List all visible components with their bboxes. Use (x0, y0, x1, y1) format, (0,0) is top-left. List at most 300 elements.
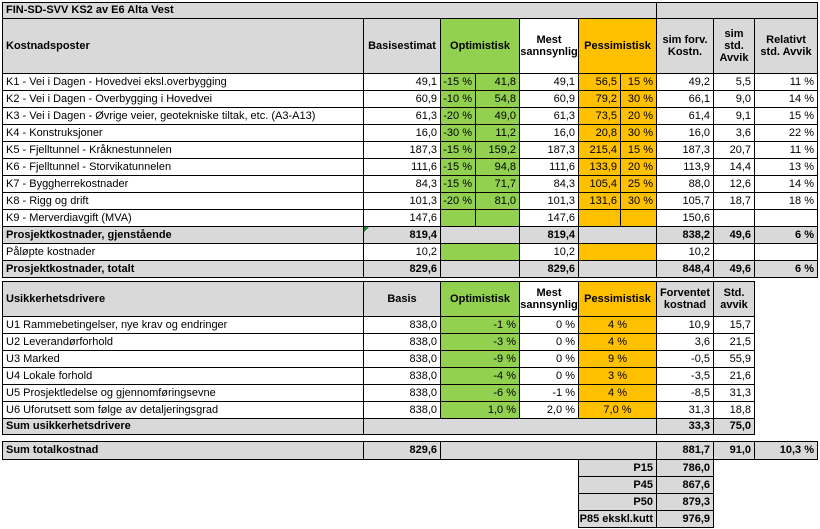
cost-row-rel (754, 209, 818, 227)
percentile-value (656, 459, 714, 477)
cost-row-label-text: K7 - Byggherrekostnader (6, 177, 129, 190)
cost-row-opt (475, 90, 520, 108)
cost-row-rel-text: 13 % (788, 160, 814, 173)
cost-row-opt-pct-text: -20 % (443, 109, 472, 122)
cost-row-base-text: 60,9 (415, 92, 437, 105)
cost-row-ml-text: 147,6 (547, 211, 575, 224)
cost-row-pess (578, 107, 621, 125)
header-relative-std-text: Relativt std. Avvik (760, 33, 812, 58)
header-expected-cost (656, 281, 714, 317)
header-unc-most-likely-text: Mest sannsynlig (520, 286, 578, 311)
cost-row-opt (475, 209, 520, 227)
cost-row-sim (656, 73, 714, 91)
cost-row-opt-pct (440, 192, 476, 210)
cost-row-base (363, 90, 441, 108)
header-pessimistic-text: Pessimistisk (584, 39, 651, 52)
cost-row-opt (475, 107, 520, 125)
cost-row-ml (519, 175, 579, 193)
percentile-value-text: 976,9 (682, 512, 710, 525)
cost-row-std (713, 90, 755, 108)
cost-row-opt-text: 94,8 (494, 160, 516, 173)
unc-row-pess-text: 7,0 % (603, 403, 632, 416)
header-unc-optimistic (440, 281, 520, 317)
unc-row-std-text: 55,9 (729, 352, 751, 365)
cost-row-base (363, 141, 441, 159)
cost-row-opt-pct (440, 209, 476, 227)
cost-row-pess-pct-text: 20 % (627, 109, 653, 122)
cost-row-sim (656, 192, 714, 210)
unc-row-opt (440, 401, 520, 419)
cost-row-pess-text: 215,4 (589, 143, 617, 156)
cell-comment-marker (364, 227, 369, 232)
grand-total-rel (754, 441, 818, 460)
header-sim-expected-text: sim forv. Kostn. (662, 33, 708, 58)
unc-row-base (363, 367, 441, 385)
cost-row-sim (656, 90, 714, 108)
cost-row-sim-text: 187,3 (682, 143, 710, 156)
cost-row-opt-pct-text: -15 % (443, 177, 472, 190)
cost-row-pess (578, 175, 621, 193)
cost-row-pess-pct (620, 158, 657, 176)
cost-row-opt (475, 192, 520, 210)
unc-row-exp-text: 31,3 (688, 403, 710, 416)
cost-row-sim-text: 150,6 (682, 211, 710, 224)
cost-row-rel-text: 22 % (788, 126, 814, 139)
cost-row-base-text: 84,3 (415, 177, 437, 190)
cost-row-pess-pct (620, 124, 657, 142)
cost-row-pess-pct-text: 30 % (627, 194, 653, 207)
unc-row-ml (519, 333, 579, 351)
remaining-std (713, 226, 755, 244)
cost-row-pess-pct (620, 141, 657, 159)
cost-row-ml-text: 84,3 (553, 177, 575, 190)
cost-row-opt (475, 73, 520, 91)
cost-row-base (363, 124, 441, 142)
header-most-likely-text: Mest sannsynlig (520, 33, 578, 58)
unc-row-opt (440, 333, 520, 351)
cost-row-pess (578, 192, 621, 210)
unc-row-ml-text: 2,0 % (546, 403, 575, 416)
remaining-sim-text: 838,2 (682, 228, 710, 241)
cost-row-ml-text: 111,6 (549, 160, 575, 173)
unc-row-label-text: U1 Rammebetingelser, nye krav og endringer (6, 318, 228, 331)
cost-row-std (713, 107, 755, 125)
cost-row-base (363, 209, 441, 227)
unc-row-base-text: 838,0 (409, 318, 437, 331)
unc-row-exp (656, 333, 714, 351)
cost-row-ml (519, 124, 579, 142)
unc-sum-exp (656, 418, 714, 435)
remaining-label (2, 226, 364, 244)
unc-row-std-text: 31,3 (729, 386, 751, 399)
cost-row-pess-pct-text: 15 % (627, 143, 653, 156)
grand-total-base (363, 441, 441, 460)
cost-row-opt-pct (440, 73, 476, 91)
unc-row-pess (578, 401, 657, 419)
total-std (713, 260, 755, 278)
cost-row-base-text: 101,3 (409, 194, 437, 207)
header-base-estimate (363, 18, 441, 74)
unc-row-pess-text: 4 % (608, 318, 627, 331)
percentile-value-text: 879,3 (682, 495, 710, 508)
cost-row-base (363, 107, 441, 125)
cost-row-label-text: K6 - Fjelltunnel - Storvikatunnelen (6, 160, 172, 173)
percentile-value (656, 493, 714, 511)
percentile-value-text: 786,0 (682, 461, 710, 474)
unc-row-label (2, 350, 364, 368)
unc-sum-label-text: Sum usikkerhetsdrivere (6, 420, 131, 433)
cost-row-sim-text: 61,4 (688, 109, 710, 122)
cost-row-ml (519, 209, 579, 227)
accrued-label-text: Påløpte kostnader (6, 245, 96, 258)
unc-row-ml-text: 0 % (556, 318, 575, 331)
cost-row-std-text: 18,7 (729, 194, 751, 207)
cost-row-pess-text: 56,5 (595, 75, 617, 88)
total-base (363, 260, 441, 278)
unc-row-std (713, 384, 755, 402)
cost-row-pess-text: 105,4 (589, 177, 617, 190)
unc-row-base (363, 333, 441, 351)
grand-total-exp (656, 441, 714, 460)
unc-row-exp-text: -8,5 (691, 386, 710, 399)
unc-row-std-text: 21,5 (729, 335, 751, 348)
cost-row-label (2, 158, 364, 176)
remaining-rel-text: 6 % (795, 228, 814, 241)
accrued-sim (656, 243, 714, 261)
unc-row-pess (578, 333, 657, 351)
header-sim-std-text: sim std. Avvik (719, 27, 749, 65)
cost-row-opt-text: 11,2 (495, 126, 516, 139)
cost-row-base (363, 192, 441, 210)
cost-row-pess (578, 141, 621, 159)
grand-total-blank (440, 441, 657, 460)
total-base-text: 829,6 (409, 262, 437, 275)
unc-row-label-text: U4 Lokale forhold (6, 369, 93, 382)
cost-row-ml (519, 192, 579, 210)
cost-row-opt-pct (440, 90, 476, 108)
unc-row-std (713, 333, 755, 351)
unc-row-exp (656, 367, 714, 385)
total-ml (519, 260, 579, 278)
cost-row-base-text: 187,3 (409, 143, 437, 156)
cost-row-rel (754, 90, 818, 108)
cost-row-rel-text: 15 % (788, 109, 814, 122)
cost-row-sim (656, 107, 714, 125)
grand-total-std-text: 91,0 (729, 444, 751, 457)
header-basis-text: Basis (387, 292, 417, 305)
unc-row-ml-text: 0 % (556, 352, 575, 365)
cost-row-std-text: 14,4 (729, 160, 751, 173)
unc-row-pess (578, 350, 657, 368)
unc-row-base-text: 838,0 (409, 335, 437, 348)
cost-row-ml-text: 187,3 (547, 143, 575, 156)
cost-row-ml-text: 60,9 (553, 92, 575, 105)
accrued-ml-text: 10,2 (553, 245, 575, 258)
cost-row-std (713, 158, 755, 176)
percentile-label (578, 476, 657, 494)
cost-row-pess-pct (620, 73, 657, 91)
total-label (2, 260, 364, 278)
cost-row-ml (519, 158, 579, 176)
total-rel-text: 6 % (795, 262, 814, 275)
cost-row-label-text: K2 - Vei i Dagen - Overbygging i Hovedvei (6, 92, 213, 105)
cost-row-pess-pct-text: 20 % (627, 160, 653, 173)
unc-row-exp-text: -0,5 (691, 352, 710, 365)
cost-row-sim-text: 88,0 (688, 177, 710, 190)
cost-row-pess (578, 90, 621, 108)
unc-row-label (2, 401, 364, 419)
cost-row-label-text: K4 - Konstruksjoner (6, 126, 103, 139)
unc-sum-exp-text: 33,3 (688, 420, 710, 433)
cost-row-opt-pct (440, 107, 476, 125)
unc-row-exp (656, 384, 714, 402)
percentile-label-text: P50 (633, 495, 653, 508)
cost-row-base (363, 175, 441, 193)
cost-row-rel (754, 175, 818, 193)
unc-row-label (2, 333, 364, 351)
remaining-opt (440, 226, 520, 244)
unc-row-std (713, 350, 755, 368)
cost-row-std (713, 124, 755, 142)
cost-row-std (713, 175, 755, 193)
unc-row-base (363, 350, 441, 368)
title-blank (656, 2, 818, 19)
unc-row-label-text: U5 Prosjektledelse og gjennomføringsevne (6, 386, 216, 399)
cost-row-base-text: 61,3 (415, 109, 437, 122)
unc-row-pess-text: 4 % (608, 335, 627, 348)
cost-row-ml (519, 73, 579, 91)
header-basis (363, 281, 441, 317)
cost-row-label (2, 90, 364, 108)
cost-row-opt-text: 71,7 (494, 177, 516, 190)
total-sim (656, 260, 714, 278)
cost-row-ml-text: 49,1 (553, 75, 575, 88)
cost-row-base (363, 158, 441, 176)
grand-total-rel-text: 10,3 % (779, 444, 814, 457)
unc-row-base-text: 838,0 (409, 403, 437, 416)
cost-row-opt-text: 81,0 (494, 194, 516, 207)
header-sim-expected (656, 18, 714, 74)
unc-row-ml (519, 401, 579, 419)
unc-row-std (713, 316, 755, 334)
cost-row-rel (754, 73, 818, 91)
percentile-label (578, 510, 657, 528)
cost-row-sim-text: 66,1 (688, 92, 710, 105)
accrued-base-text: 10,2 (415, 245, 437, 258)
cost-row-ml (519, 141, 579, 159)
header-pessimistic (578, 18, 657, 74)
unc-row-opt (440, 350, 520, 368)
cost-row-pess-pct-text: 30 % (627, 92, 653, 105)
unc-row-label-text: U6 Uforutsett som følge av detaljeringsgrad (6, 403, 219, 416)
cost-row-label (2, 73, 364, 91)
header-optimistic-text: Optimistisk (450, 39, 510, 52)
cost-row-label (2, 124, 364, 142)
cost-row-std (713, 209, 755, 227)
total-rel (754, 260, 818, 278)
cost-row-opt-pct (440, 124, 476, 142)
percentile-value (656, 476, 714, 494)
cost-row-opt-pct-text: -10 % (443, 92, 472, 105)
accrued-rel (754, 243, 818, 261)
header-optimistic (440, 18, 520, 74)
cost-row-opt (475, 175, 520, 193)
unc-row-std-text: 15,7 (729, 318, 751, 331)
header-cost-items-text: Kostnadsposter (6, 39, 90, 52)
header-uncertainty-drivers-text: Usikkerhetsdrivere (6, 292, 106, 305)
unc-row-std (713, 401, 755, 419)
cost-row-opt (475, 158, 520, 176)
cost-row-rel (754, 158, 818, 176)
cost-row-rel (754, 107, 818, 125)
cost-row-label-text: K8 - Rigg og drift (6, 194, 89, 207)
header-cost-items (2, 18, 364, 74)
cost-row-rel-text: 11 % (789, 143, 814, 156)
cost-row-sim-text: 49,2 (688, 75, 710, 88)
unc-row-ml-text: 0 % (556, 369, 575, 382)
unc-sum-blank (363, 418, 657, 435)
percentile-value-text: 867,6 (682, 478, 710, 491)
header-unc-std-text: Std. avvik (720, 286, 748, 311)
percentile-label (578, 493, 657, 511)
cost-row-opt-text: 54,8 (494, 92, 516, 105)
remaining-base (363, 226, 441, 244)
remaining-sim (656, 226, 714, 244)
sheet-title-text: FIN-SD-SVV KS2 av E6 Alta Vest (6, 4, 174, 17)
cost-row-label-text: K3 - Vei i Dagen - Øvrige veier, geotekniske tiltak, etc. (A3-A13) (6, 109, 316, 122)
cost-row-std-text: 20,7 (729, 143, 751, 156)
header-uncertainty-drivers (2, 281, 364, 317)
total-std-text: 49,6 (729, 262, 751, 275)
unc-row-opt-text: -9 % (493, 352, 516, 365)
unc-row-pess (578, 384, 657, 402)
unc-row-label (2, 384, 364, 402)
unc-row-std (713, 367, 755, 385)
accrued-opt (440, 243, 520, 261)
unc-row-base-text: 838,0 (409, 352, 437, 365)
unc-row-opt-text: -4 % (493, 369, 516, 382)
cost-row-std-text: 9,0 (735, 92, 751, 105)
cost-row-opt-pct (440, 175, 476, 193)
unc-row-exp (656, 316, 714, 334)
remaining-pess (578, 226, 657, 244)
cost-row-sim (656, 209, 714, 227)
cost-row-pess-pct (620, 90, 657, 108)
unc-sum-std (713, 418, 755, 435)
total-label-text: Prosjektkostnader, totalt (6, 262, 135, 275)
accrued-std (713, 243, 755, 261)
cost-row-rel (754, 124, 818, 142)
cost-row-pess-text: 73,5 (595, 109, 617, 122)
cost-row-pess (578, 124, 621, 142)
cost-row-pess (578, 158, 621, 176)
cost-row-base-text: 111,6 (411, 160, 437, 173)
cost-row-ml-text: 16,0 (553, 126, 575, 139)
unc-row-label-text: U2 Leverandørforhold (6, 335, 114, 348)
total-ml-text: 829,6 (547, 262, 575, 275)
unc-row-ml-text: -1 % (552, 386, 575, 399)
cost-row-rel-text: 18 % (788, 194, 814, 207)
cost-row-sim-text: 105,7 (682, 194, 710, 207)
unc-row-exp-text: -3,5 (691, 369, 710, 382)
cost-row-pess-pct-text: 30 % (627, 126, 653, 139)
grand-total-label (2, 441, 364, 460)
unc-row-ml (519, 350, 579, 368)
unc-row-opt-text: -6 % (493, 386, 516, 399)
unc-row-opt (440, 367, 520, 385)
cost-row-label (2, 107, 364, 125)
unc-row-exp (656, 350, 714, 368)
cost-row-label (2, 175, 364, 193)
cost-row-sim (656, 158, 714, 176)
cost-row-sim (656, 175, 714, 193)
cost-row-rel (754, 192, 818, 210)
cost-row-rel-text: 14 % (788, 177, 814, 190)
cost-row-std-text: 9,1 (735, 109, 751, 122)
unc-row-opt-text: -1 % (493, 318, 516, 331)
unc-row-pess (578, 367, 657, 385)
cost-row-std-text: 3,6 (735, 126, 751, 139)
cost-row-pess-pct (620, 209, 657, 227)
unc-row-label (2, 316, 364, 334)
cost-row-opt (475, 124, 520, 142)
header-unc-pessimistic-text: Pessimistisk (584, 292, 651, 305)
cost-row-pess-pct (620, 192, 657, 210)
cost-row-base (363, 73, 441, 91)
sheet-title (2, 2, 657, 19)
cost-row-ml (519, 90, 579, 108)
header-unc-optimistic-text: Optimistisk (450, 292, 510, 305)
cost-row-pess-text: 20,8 (595, 126, 617, 139)
cost-row-pess (578, 209, 621, 227)
percentile-label-text: P45 (633, 478, 653, 491)
cost-row-pess-text: 133,9 (589, 160, 617, 173)
unc-row-base-text: 838,0 (409, 369, 437, 382)
cost-row-pess-pct-text: 15 % (627, 75, 653, 88)
unc-row-pess (578, 316, 657, 334)
unc-row-pess-text: 3 % (608, 369, 627, 382)
cost-row-ml-text: 101,3 (547, 194, 575, 207)
remaining-ml (519, 226, 579, 244)
unc-row-exp-text: 10,9 (688, 318, 710, 331)
cost-row-label (2, 209, 364, 227)
unc-row-ml-text: 0 % (556, 335, 575, 348)
accrued-sim-text: 10,2 (688, 245, 710, 258)
percentile-value (656, 510, 714, 528)
unc-row-opt-text: 1,0 % (487, 403, 516, 416)
unc-row-base (363, 384, 441, 402)
unc-row-base-text: 838,0 (409, 386, 437, 399)
unc-row-std-text: 18,8 (729, 403, 751, 416)
cost-row-sim-text: 16,0 (688, 126, 710, 139)
cost-row-base-text: 16,0 (415, 126, 437, 139)
accrued-base (363, 243, 441, 261)
cost-row-pess-pct-text: 25 % (627, 177, 653, 190)
header-expected-cost-text: Forventet kostnad (659, 286, 711, 311)
cost-row-ml-text: 61,3 (553, 109, 575, 122)
cost-row-opt-pct-text: -15 % (443, 143, 472, 156)
header-relative-std (754, 18, 818, 74)
cost-row-std-text: 5,5 (735, 75, 751, 88)
unc-row-opt (440, 316, 520, 334)
cost-row-pess-pct (620, 175, 657, 193)
accrued-label (2, 243, 364, 261)
grand-total-exp-text: 881,7 (682, 444, 710, 457)
cost-row-opt (475, 141, 520, 159)
header-unc-std (713, 281, 755, 317)
cost-row-opt-text: 49,0 (494, 109, 516, 122)
unc-row-base (363, 401, 441, 419)
